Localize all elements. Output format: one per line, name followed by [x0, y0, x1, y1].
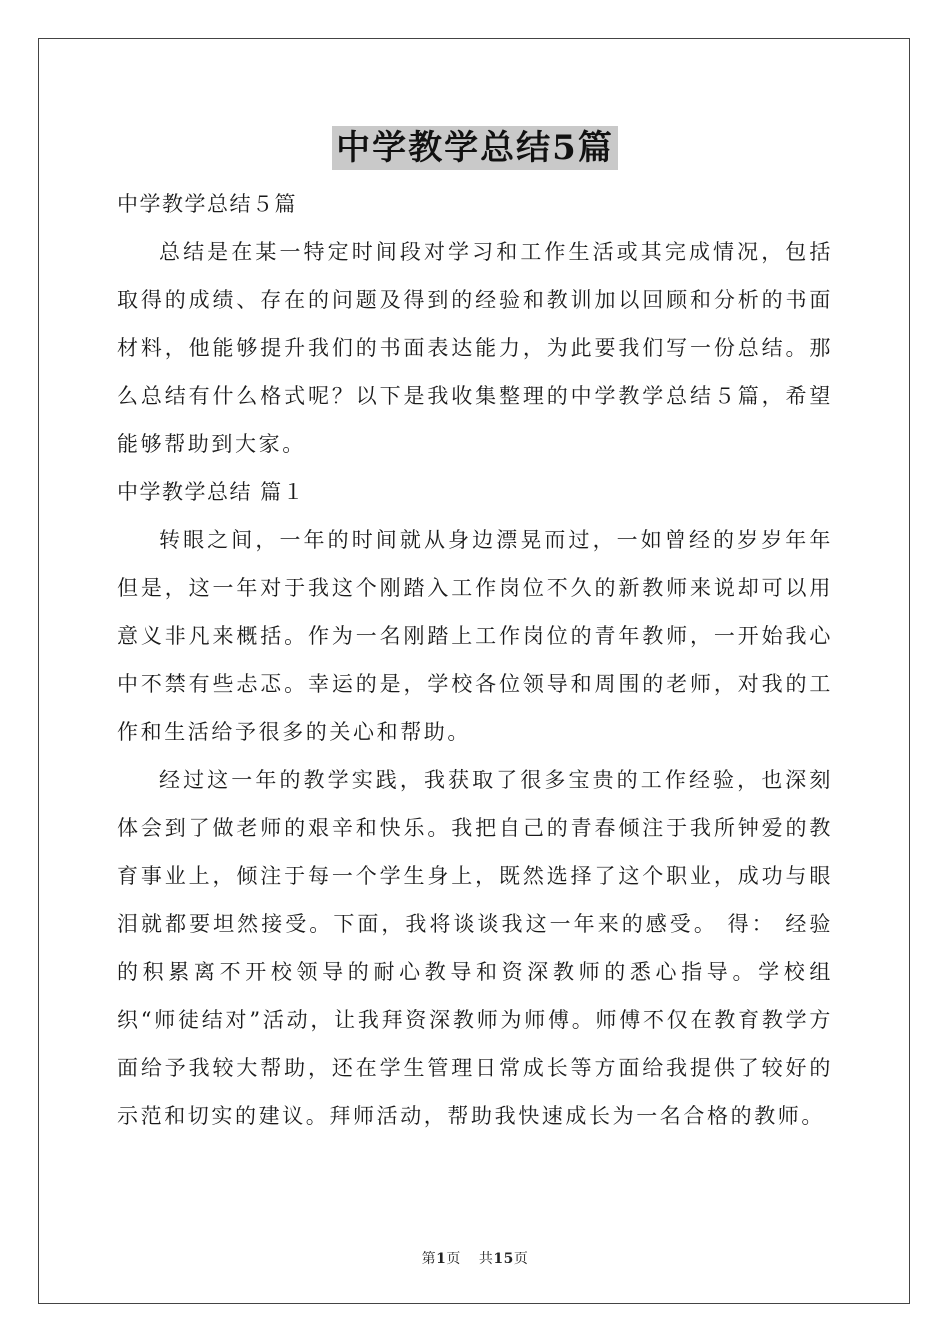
section-1-paragraph-1: 转眼之间，一年的时间就从身边漂晃而过，一如曾经的岁岁年年但是，这一年对于我这个刚踏入工作岗位不久的新教师来说却可以用意义非凡来概括。作为一名刚踏上工作岗位的青年教师，一开始我心中不禁有些忐忑。幸运的是，学校各位领导和周围的老师，对我的工作和生活给予很多的关心和帮助。: [117, 528, 833, 744]
document-title: 中学教学总结5篇: [332, 126, 618, 170]
total-suffix: 页: [513, 1251, 529, 1267]
section-1-heading: 中学教学总结 篇１: [117, 480, 306, 504]
page-footer: [0, 1248, 950, 1268]
page-prefix: 第: [421, 1251, 437, 1267]
title-container: [0, 126, 950, 170]
section-1-paragraph-2: 经过这一年的教学实践，我获取了很多宝贵的工作经验，也深刻体会到了做老师的艰辛和快乐。我把自己的青春倾注于我所钟爱的教育事业上，倾注于每一个学生身上，既然选择了这个职业，成功与眼泪就都要坦然接受。下面，我将谈谈我这一年来的感受。 得： 经验的积累离不开校领导的耐心教导和资深教师的悉心指导。学校组织“师徒结对”活动，让我拜资深教师为师傅。师傅不仅在教育教学方面给予我较大帮助，还在学生管理日常成长等方面给我提供了较好的示范和切实的建议。拜师活动，帮助我快速成长为一名合格的教师。: [117, 768, 833, 1128]
document-body: [117, 180, 833, 1140]
page-suffix: 页: [446, 1251, 461, 1267]
total-pages: 15: [493, 1251, 514, 1267]
total-prefix: 共: [478, 1251, 494, 1267]
document-subtitle: 中学教学总结５篇: [117, 192, 297, 216]
intro-paragraph: 总结是在某一特定时间段对学习和工作生活或其完成情况，包括取得的成绩、存在的问题及得到的经验和教训加以回顾和分析的书面材料，他能够提升我们的书面表达能力，为此要我们写一份总结。那么总结有什么格式呢？以下是我收集整理的中学教学总结５篇，希望能够帮助到大家。: [117, 240, 833, 456]
page-number: 1: [436, 1251, 447, 1267]
